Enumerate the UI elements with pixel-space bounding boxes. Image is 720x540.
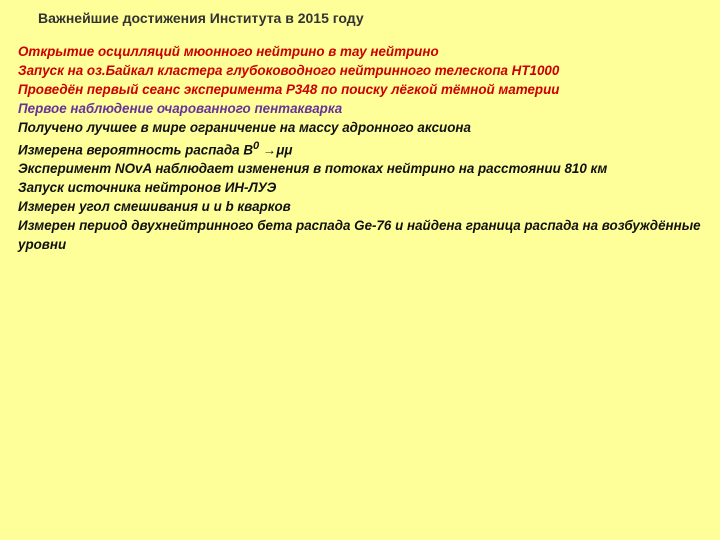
list-item: Измерен период двухнейтринного бета распада Ge-76 и найдена граница распада на возбуждённые уровни bbox=[18, 218, 701, 253]
list-item: Измерен угол смешивания и и b кварков bbox=[18, 199, 291, 215]
item-superscript: 0 bbox=[252, 140, 260, 152]
slide-title: Важнейшие достижения Института в 2015 году bbox=[38, 10, 364, 26]
item-text-after: →μμ bbox=[259, 142, 293, 158]
list-item bbox=[18, 137, 718, 159]
list-item: Проведён первый сеанс эксперимента Р348 по поиску лёгкой тёмной материи bbox=[18, 82, 560, 97]
achievements-list bbox=[18, 42, 718, 254]
list-item: Запуск источника нейтронов ИН-ЛУЭ bbox=[18, 180, 277, 196]
list-item: Первое наблюдение очарованного пентакварка bbox=[18, 101, 343, 116]
list-item: Эксперимент NOvA наблюдает изменения в потоках нейтрино на расстоянии 810 км bbox=[18, 161, 608, 177]
item-text-before: Измерена вероятность распада B bbox=[18, 142, 253, 158]
list-item: Запуск на оз.Байкал кластера глубоководного нейтринного телескопа НТ1000 bbox=[18, 63, 560, 78]
list-item: Открытие осцилляций мюонного нейтрино в тау нейтрино bbox=[18, 44, 439, 59]
list-item: Получено лучшее в мире ограничение на массу адронного аксиона bbox=[18, 120, 471, 135]
